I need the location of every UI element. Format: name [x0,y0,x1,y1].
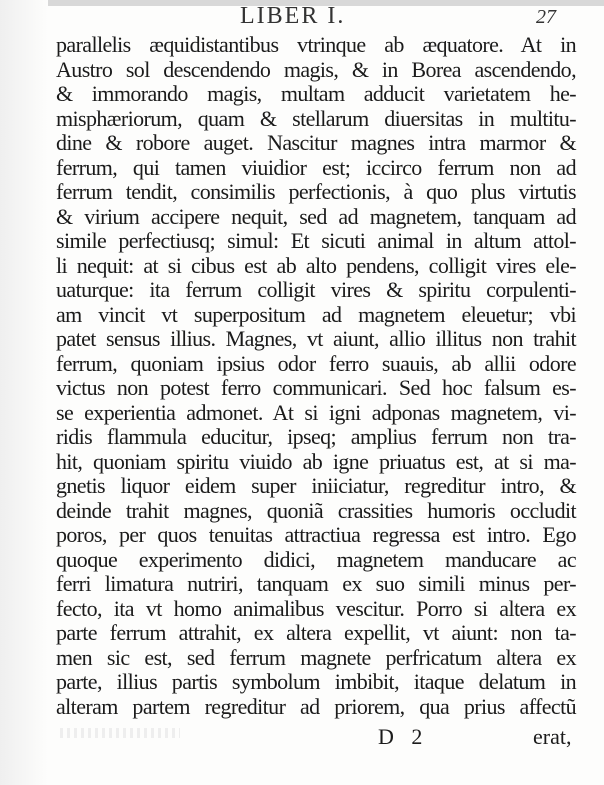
text-line: ridis flammula educitur, ipseq; amplius ferrum non tra- [56,424,576,449]
text-line: parte, illius partis symbolum imbibit, itaque delatum in [56,669,576,694]
text-line: se experientia admonet. At si igni adponas magnetem, vi- [56,399,576,425]
text-line: poros, per quos tenuitas attractiua regressa est intro. Ego [56,522,576,547]
text-line: victus non potest ferro communicari. Sed hoc falsum es- [56,375,576,400]
signature-mark: D 2 [378,724,429,749]
text-line: Austro sol descendendo magis, & in Borea ascendendo, [56,56,576,82]
text-line: li nequit: at si cibus est ab alto pendens, colligit vires ele- [56,252,576,278]
text-line: alteram partem regreditur ad priorem, qua prius affectũ [56,693,576,719]
text-line: parallelis æquidistantibus vtrinque ab æquatore. At in [56,32,576,57]
text-line: ferrum, quoniam ipsius odor ferro suauis, ab allii odore [56,350,576,376]
text-line: uaturque: ita ferrum colligit vires & spiritu corpulenti- [56,277,576,302]
text-line: quoque experimento didici, magnetem manducare ac [56,546,576,572]
text-line: ferrum, qui tamen viuidior est; iccirco ferrum non ad [56,154,576,180]
text-line: ferrum tendit, consimilis perfectionis, à quo plus virtutis [56,179,576,204]
text-line: hit, quoniam spiritu viuido ab igne priuatus est, at si ma- [56,448,576,474]
text-line: fecto, ita vt homo animalibus vescitur. Porro si altera ex [56,595,576,621]
text-line: dine & robore auget. Nascitur magnes intra marmor & [56,130,576,155]
text-line: men sic est, sed ferrum magnete perfricatum altera ex [56,644,576,670]
text-line: parte ferrum attrahit, ex altera expellit, vt aiunt: non ta- [56,620,576,645]
text-line: deinde trahit magnes, quoniã crassities humoris occludit [56,497,576,523]
page-footer [0,724,604,750]
page-number: 27 [536,6,556,28]
text-line: misphæriorum, quam & stellarum diuersitas in multitu- [56,105,576,131]
body-text [56,33,576,719]
text-line: patet sensus illius. Magnes, vt aiunt, allio illitus non trahit [56,326,576,351]
text-line: & immorando magis, multam adducit varietatem he- [56,81,576,106]
running-head: LIBER I. [240,3,346,29]
text-line: & virium accipere nequit, sed ad magnetem, tanquam ad [56,203,576,229]
text-line: ferri limatura nutriri, tanquam ex suo simili minus per- [56,571,576,596]
text-line: simile perfectiusq; simul: Et sicuti animal in altum attol- [56,228,576,253]
text-line: gnetis liquor eidem super iniiciatur, regreditur intro, & [56,473,576,498]
text-line: am vincit vt superpositum ad magnetem eleuetur; vbi [56,301,576,327]
gutter-shade [0,0,48,785]
catchword: erat, [533,724,572,749]
